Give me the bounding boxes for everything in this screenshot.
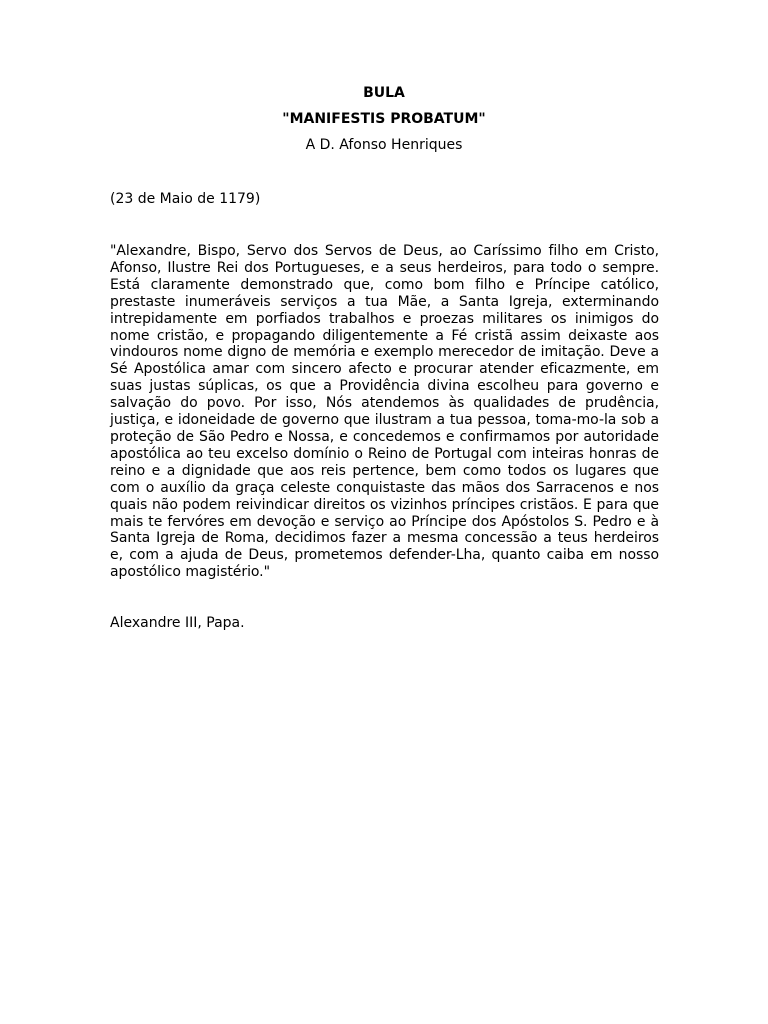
- document-subheading: "MANIFESTIS PROBATUM": [282, 111, 486, 127]
- document-signature: Alexandre III, Papa.: [110, 615, 245, 631]
- document-body: "Alexandre, Bispo, Servo dos Servos de Deus, ao Caríssimo filho em Cristo, Afonso, Ilustre Rei dos Portugueses, e a seus herdeiros, para todo o sempre. Está claramente demonstrado que, como bom filho e Príncipe católico, prestaste inumeráveis serviços a tua Mãe, a Santa Igreja, exterminando intrepidamente em porfiados trabalhos e proezas militares os inimigos do nome cristão, e propagando diligentemente a Fé cristã assim deixaste aos vindouros nome digno de memória e exemplo merecedor de imitação. Deve a Sé Apostólica amar com sincero afecto e procurar atender eficazmente, em suas justas súplicas, os que a Providência divina escolheu para governo e salvação do povo. Por isso, Nós atendemos às qualidades de prudência, justiça, e idoneidade de governo que ilustram a tua pessoa, toma-mo-la sob a proteção de São Pedro e Nossa, e concedemos e confirmamos por autoridade apostólica ao teu excelso domínio o Reino de Portugal com inteiras honras de reino e a dignidade que aos reis pertence, bem como todos os lugares que com o auxílio da graça celeste conquistaste das mãos dos Sarracenos e nos quais não podem reivindicar direitos os vizinhos príncipes cristãos. E para que mais te fervóres em devoção e serviço ao Príncipe dos Apóstolos S. Pedro e à Santa Igreja de Roma, decidimos fazer a mesma concessão a teus herdeiros e, com a ajuda de Deus, prometemos defender-Lha, quanto caiba em nosso apostólico magistério.": [110, 243, 659, 581]
- document-addressee: A D. Afonso Henriques: [305, 137, 463, 153]
- document-date: (23 de Maio de 1179): [110, 191, 261, 207]
- document-heading: BULA: [363, 85, 405, 101]
